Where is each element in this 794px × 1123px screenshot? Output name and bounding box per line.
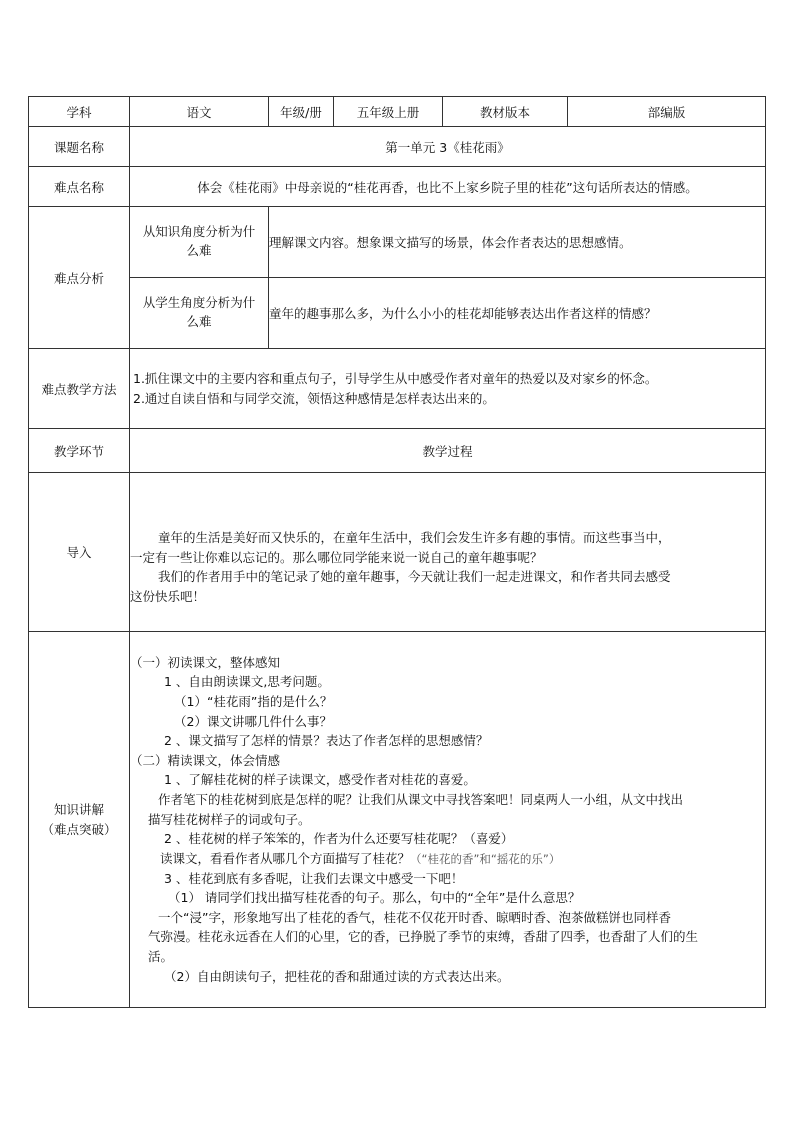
teaching-method-line: 2.通过自读自悟和与同学交流，领悟这种感情是怎样表达出来的。 — [133, 390, 495, 406]
difficulty-analysis-student-row — [29, 278, 766, 349]
intro-content — [130, 473, 766, 632]
lesson-plan-table — [28, 96, 766, 1008]
knowledge-line: 气弥漫。桂花永远香在人们的心里，它的香，已挣脱了季节的束缚，香甜了四季，也香甜了人们的生 — [148, 929, 699, 945]
process-header-row — [29, 429, 766, 473]
knowledge-line: 1 、了解桂花树的样子读课文，感受作者对桂花的喜爱。 — [164, 772, 476, 788]
process-content-label: 教学过程 — [130, 429, 766, 473]
knowledge-line: 描写桂花树样子的词或句子。 — [148, 811, 311, 827]
header-row — [29, 97, 766, 127]
knowledge-line: 活。 — [148, 949, 174, 965]
knowledge-question: 读课文，看看作者从哪几个方面描写了桂花？ — [160, 850, 411, 866]
knowledge-line: 一个“浸”字，形象地写出了桂花的香气，桂花不仅花开时香、晾晒时香、泡茶做糕饼也同样香 — [158, 909, 671, 925]
knowledge-label-line1: 知识讲解 — [53, 801, 104, 817]
intro-line: 我们的作者用手中的笔记录了她的童年趣事，今天就让我们一起走进课文，和作者共同去感受 — [158, 569, 671, 584]
knowledge-line: 1 、自由朗读课文,思考问题。 — [164, 674, 330, 690]
knowledge-line: （二）精读课文，体会情感 — [130, 752, 281, 768]
intro-line: 这份快乐吧！ — [130, 588, 206, 604]
student-angle-label: 从学生角度分析为什么难 — [130, 278, 269, 349]
difficulty-name-value: 体会《桂花雨》中母亲说的“桂花再香，也比不上家乡院子里的桂花”这句话所表达的情感。 — [130, 167, 766, 207]
difficulty-analysis-label: 难点分析 — [29, 207, 130, 349]
topic-row — [29, 127, 766, 167]
knowledge-line: 作者笔下的桂花树到底是怎样的呢？让我们从课文中寻找答案吧！同桌两人一小组，从文中找出 — [158, 792, 684, 808]
intro-line: 童年的生活是美好而又快乐的，在童年生活中，我们会发生许多有趣的事情。而这些事当中， — [158, 530, 671, 545]
knowledge-line: （2）课文讲哪几件什么事？ — [174, 713, 332, 729]
knowledge-line: （1）“桂花雨”指的是什么？ — [174, 693, 333, 709]
student-angle-value: 童年的趣事那么多，为什么小小的桂花却能够表达出作者这样的情感？ — [269, 278, 766, 349]
knowledge-content — [130, 632, 766, 1008]
grade-label: 年级/册 — [269, 97, 334, 127]
knowledge-angle-value: 理解课文内容。想象课文描写的场景，体会作者表达的思想感情。 — [269, 207, 766, 278]
subject-label: 学科 — [29, 97, 130, 127]
teaching-method-label: 难点教学方法 — [29, 349, 130, 429]
intro-line: 一定有一些让你难以忘记的。那么哪位同学能来说一说自己的童年趣事呢？ — [130, 549, 543, 565]
difficulty-analysis-knowledge-row — [29, 207, 766, 278]
teaching-method-line: 1.抓住课文中的主要内容和重点句子，引导学生从中感受作者对童年的热爱以及对家乡的怀念。 — [133, 370, 658, 386]
topic-value: 第一单元 3《桂花雨》 — [130, 127, 766, 167]
process-stage-label: 教学环节 — [29, 429, 130, 473]
knowledge-line: 3 、桂花到底有多香呢，让我们去课文中感受一下吧！ — [164, 870, 464, 886]
knowledge-answer-note: （“桂花的香”和“摇花的乐”） — [410, 851, 561, 866]
topic-label: 课题名称 — [29, 127, 130, 167]
difficulty-name-row — [29, 167, 766, 207]
grade-value: 五年级上册 — [334, 97, 443, 127]
edition-value: 部编版 — [568, 97, 766, 127]
intro-label: 导入 — [29, 473, 130, 632]
knowledge-label — [29, 632, 130, 1008]
knowledge-line — [130, 849, 765, 869]
teaching-method-row — [29, 349, 766, 429]
intro-row — [29, 473, 766, 632]
difficulty-name-label: 难点名称 — [29, 167, 130, 207]
knowledge-line: （2）自由朗读句子，把桂花的香和甜通过读的方式表达出来。 — [164, 968, 510, 984]
knowledge-line: （一）初读课文，整体感知 — [130, 654, 281, 670]
knowledge-angle-label: 从知识角度分析为什么难 — [130, 207, 269, 278]
subject-value: 语文 — [130, 97, 269, 127]
edition-label: 教材版本 — [443, 97, 568, 127]
knowledge-label-line2: （难点突破） — [41, 821, 117, 837]
knowledge-row — [29, 632, 766, 1008]
knowledge-line: 2 、桂花树的样子笨笨的，作者为什么还要写桂花呢？（喜爱） — [164, 831, 514, 847]
teaching-method-content — [130, 349, 766, 429]
knowledge-line: 2 、课文描写了怎样的情景？表达了作者怎样的思想感情？ — [164, 733, 489, 749]
knowledge-line: （1） 请同学们找出描写桂花香的句子。那么，句中的“全年”是什么意思？ — [168, 890, 581, 906]
